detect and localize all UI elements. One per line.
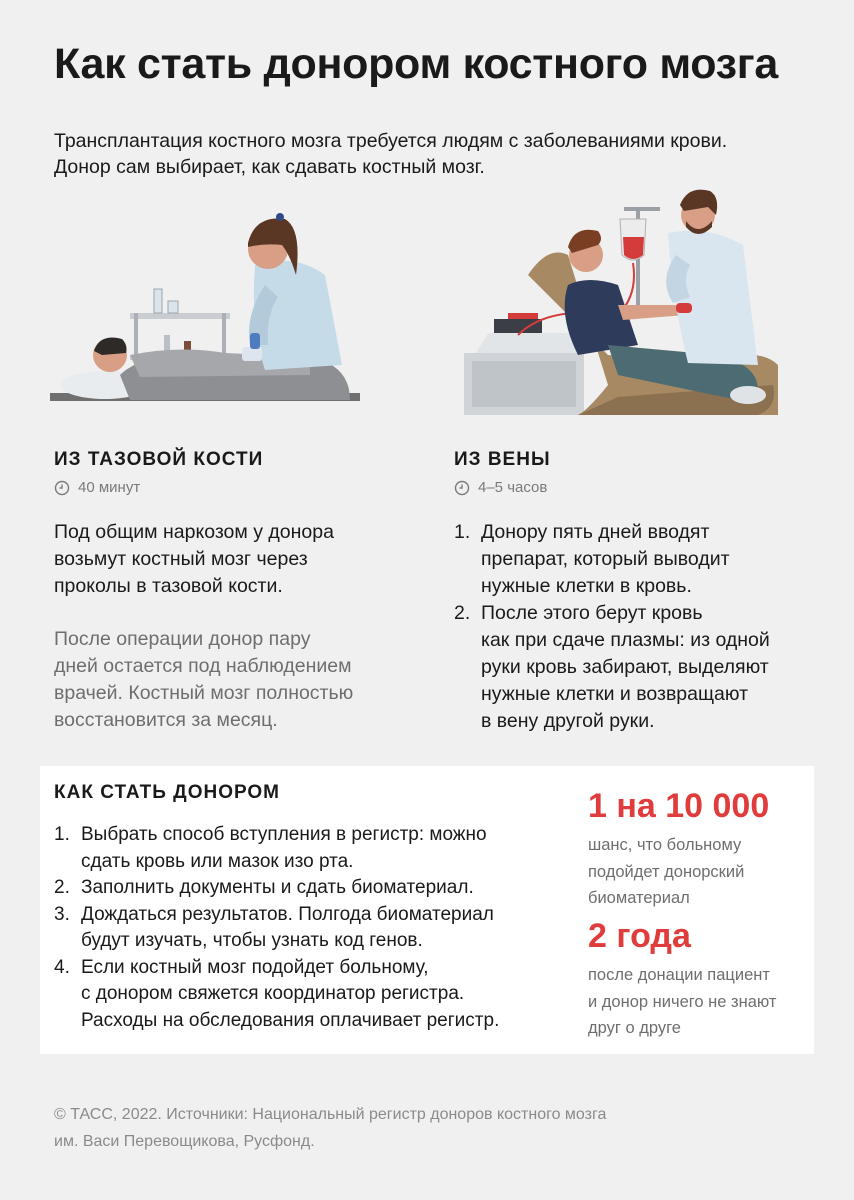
intro-line: Трансплантация костного мозга требуется людям с заболеваниями крови. [54,130,728,152]
step-line: препарат, который выводит [481,548,730,570]
step-line: Выбрать способ вступления в регистр: можно [81,824,487,845]
step-number: 1. [454,521,471,543]
note-line: восстановится за месяц. [54,709,278,731]
method-heading: ИЗ ВЕНЫ [454,449,551,470]
stat-match-chance [588,786,808,912]
list-item [454,600,814,735]
step-line: Донору пять дней вводят [481,521,710,543]
how-to-become-donor-panel [40,766,814,1054]
method-note [54,626,394,734]
footer-line: © ТАСС, 2022. Источники: Национальный регистр доноров костного мозга [54,1106,607,1123]
illustration-pelvic-procedure [50,205,370,420]
stat-line: шанс, что больному [588,836,742,854]
duration-text: 40 минут [78,479,141,496]
note-line: После операции донор пару [54,628,311,650]
illustration-vein-procedure [458,185,778,420]
list-item [54,875,574,902]
intro-line: Донор сам выбирает, как сдавать костный мозг. [54,156,485,178]
duration-text: 4–5 часов [478,479,548,496]
stat-line: биоматериал [588,889,690,907]
stat-value: 1 на 10 000 [588,787,770,825]
method-description [54,519,394,600]
footer-credits [54,1101,814,1155]
panel-heading: КАК СТАТЬ ДОНОРОМ [54,782,281,803]
donor-steps-list [54,822,574,1034]
step-line: как при сдаче плазмы: из одной [481,629,770,651]
step-line: нужные клетки в кровь. [481,575,692,597]
stat-anonymity-period [588,916,808,1042]
note-line: дней остается под наблюдением [54,655,352,677]
stat-line: после донации пациент [588,966,770,984]
step-line: Если костный мозг подойдет больному, [81,956,429,978]
step-number: 1. [54,824,70,845]
intro-text [54,128,814,180]
method-duration [54,478,394,498]
method-vein [454,446,814,735]
step-number: 4. [54,956,70,978]
clock-icon [454,480,470,496]
step-line: будут изучать, чтобы узнать код генов. [81,930,423,951]
step-line: Расходы на обследования оплачивает регистр. [81,1009,500,1031]
step-number: 2. [454,602,471,624]
step-line: Заполнить документы и сдать биоматериал. [81,877,474,898]
step-line: Дождаться результатов. Полгода биоматериал [81,903,494,925]
list-item [454,519,814,600]
method-pelvic-bone [54,446,394,734]
stat-line: подойдет донорский [588,862,745,881]
footer-line: им. Васи Перевощикова, Русфонд. [54,1133,315,1150]
list-item [54,955,574,1035]
description-line: Под общим наркозом у донора [54,521,334,543]
step-line: нужные клетки и возвращают [481,683,749,705]
step-number: 2. [54,877,70,898]
page-title: Как стать донором костного мозга [54,40,778,88]
step-line: сдать кровь или мазок изо рта. [81,850,354,872]
step-line: руки кровь забирают, выделяют [481,656,769,678]
step-line: с донором свяжется координатор регистра. [81,983,465,1004]
stat-line: друг о друге [588,1019,681,1037]
description-line: возьмут костный мозг через [54,548,308,570]
clock-icon [54,480,70,496]
method-heading: ИЗ ТАЗОВОЙ КОСТИ [54,449,264,470]
stat-line: и донор ничего не знают [588,992,777,1011]
stat-description [588,832,808,912]
step-number: 3. [54,903,70,925]
list-item [54,902,574,955]
list-item [54,822,574,875]
note-line: врачей. Костный мозг полностью [54,682,354,704]
stat-value: 2 года [588,917,691,955]
description-line: проколы в тазовой кости. [54,575,283,597]
vein-steps-list [454,519,814,735]
method-duration [454,478,814,498]
step-line: После этого берут кровь [481,602,703,624]
step-line: в вену другой руки. [481,710,655,732]
stat-description [588,962,808,1042]
